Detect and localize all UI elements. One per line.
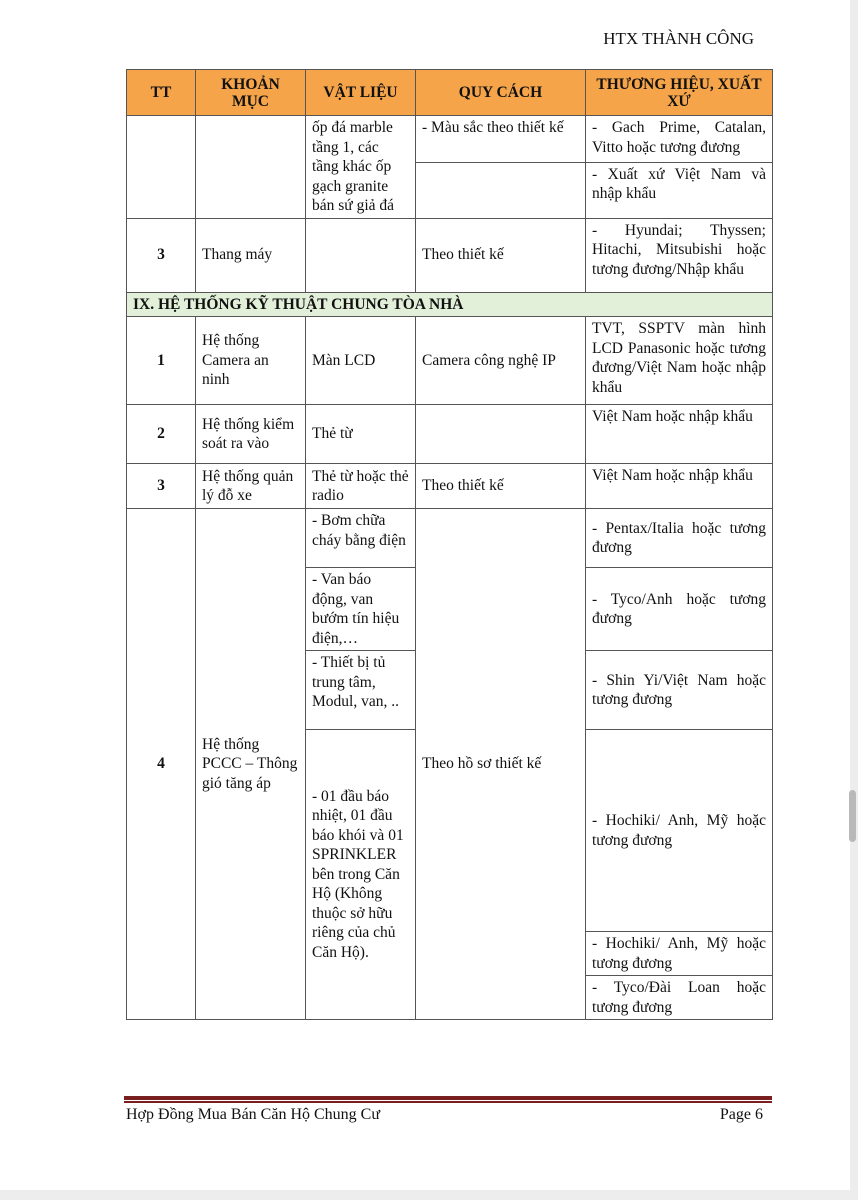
item-cell: Hệ thống PCCC – Thông gió tăng áp	[196, 509, 306, 1020]
item-cell: Hệ thống Camera an ninh	[196, 317, 306, 405]
col-header-material: VẬT LIỆU	[306, 70, 416, 116]
table-row	[127, 116, 773, 163]
table-row	[127, 218, 773, 292]
brand-cell: Việt Nam hoặc nhập khẩu	[586, 464, 773, 509]
material-cell: - Thiết bị tủ trung tâm, Modul, van, ..	[306, 651, 416, 730]
material-cell: - 01 đầu báo nhiệt, 01 đầu báo khói và 01 SPRINKLER bên trong Căn Hộ (Không thuộc sở hữu riêng của chủ Căn Hộ).	[306, 730, 416, 1020]
table-row	[127, 464, 773, 509]
brand-cell: - Tyco/Anh hoặc tương đương	[586, 568, 773, 651]
footer-divider	[124, 1101, 772, 1103]
item-cell: Thang máy	[196, 218, 306, 292]
item-cell: Hệ thống quản lý đỗ xe	[196, 464, 306, 509]
section-heading-row	[127, 292, 773, 317]
material-cell: Thẻ từ	[306, 405, 416, 464]
tt-cell: 4	[127, 509, 196, 1020]
col-header-brand: THƯƠNG HIỆU, XUẤT XỨ	[586, 70, 773, 116]
table-row	[127, 317, 773, 405]
spec-cell: Camera công nghệ IP	[416, 317, 586, 405]
page-number: Page 6	[719, 1106, 763, 1123]
tt-cell: 2	[127, 405, 196, 464]
brand-cell: - Gach Prime, Catalan, Vitto hoặc tương đương	[586, 116, 773, 163]
materials-table	[126, 69, 773, 1020]
brand-cell: - Hyundai; Thyssen; Hitachi, Mitsubishi hoặc tương đương/Nhập khẩu	[586, 218, 773, 292]
tt-cell: 1	[127, 317, 196, 405]
brand-cell: - Pentax/Italia hoặc tương đương	[586, 509, 773, 568]
material-cell: Màn LCD	[306, 317, 416, 405]
spec-cell: Theo thiết kế	[416, 464, 586, 509]
spec-cell: - Màu sắc theo thiết kế	[416, 116, 586, 163]
table-row	[127, 405, 773, 464]
spec-cell: Theo hồ sơ thiết kế	[416, 509, 586, 1020]
col-header-item: KHOẢN MỤC	[196, 70, 306, 116]
brand-cell: - Shin Yi/Việt Nam hoặc tương đương	[586, 651, 773, 730]
material-cell: - Van báo động, van bướm tín hiệu điện,…	[306, 568, 416, 651]
section-title: IX. HỆ THỐNG KỸ THUẬT CHUNG TÒA NHÀ	[127, 292, 773, 317]
item-cell: Hệ thống kiểm soát ra vào	[196, 405, 306, 464]
tt-cell: 3	[127, 218, 196, 292]
spec-cell: Theo thiết kế	[416, 218, 586, 292]
col-header-tt: TT	[127, 70, 196, 116]
brand-cell: - Hochiki/ Anh, Mỹ hoặc tương đương	[586, 730, 773, 932]
tt-cell: 3	[127, 464, 196, 509]
brand-cell: Việt Nam hoặc nhập khẩu	[586, 405, 773, 464]
material-cell: Thẻ từ hoặc thẻ radio	[306, 464, 416, 509]
material-cell: - Bơm chữa cháy bằng điện	[306, 509, 416, 568]
col-header-spec: QUY CÁCH	[416, 70, 586, 116]
table-header-row	[127, 70, 773, 116]
table-row	[127, 509, 773, 568]
brand-cell: TVT, SSPTV màn hình LCD Panasonic hoặc tương đương/Việt Nam hoặc nhập khẩu	[586, 317, 773, 405]
brand-cell: - Tyco/Đài Loan hoặc tương đương	[586, 976, 773, 1020]
brand-cell: - Xuất xứ Việt Nam và nhập khẩu	[586, 162, 773, 218]
footer-divider	[124, 1096, 772, 1100]
material-cell: ốp đá marble tầng 1, các tầng khác ốp gạch granite bán sứ giả đá	[306, 116, 416, 219]
brand-cell: - Hochiki/ Anh, Mỹ hoặc tương đương	[586, 932, 773, 976]
company-header: HTX THÀNH CÔNG	[603, 29, 754, 48]
scrollbar-thumb[interactable]	[849, 790, 856, 842]
footer-title: Hợp Đồng Mua Bán Căn Hộ Chung Cư	[126, 1106, 381, 1123]
